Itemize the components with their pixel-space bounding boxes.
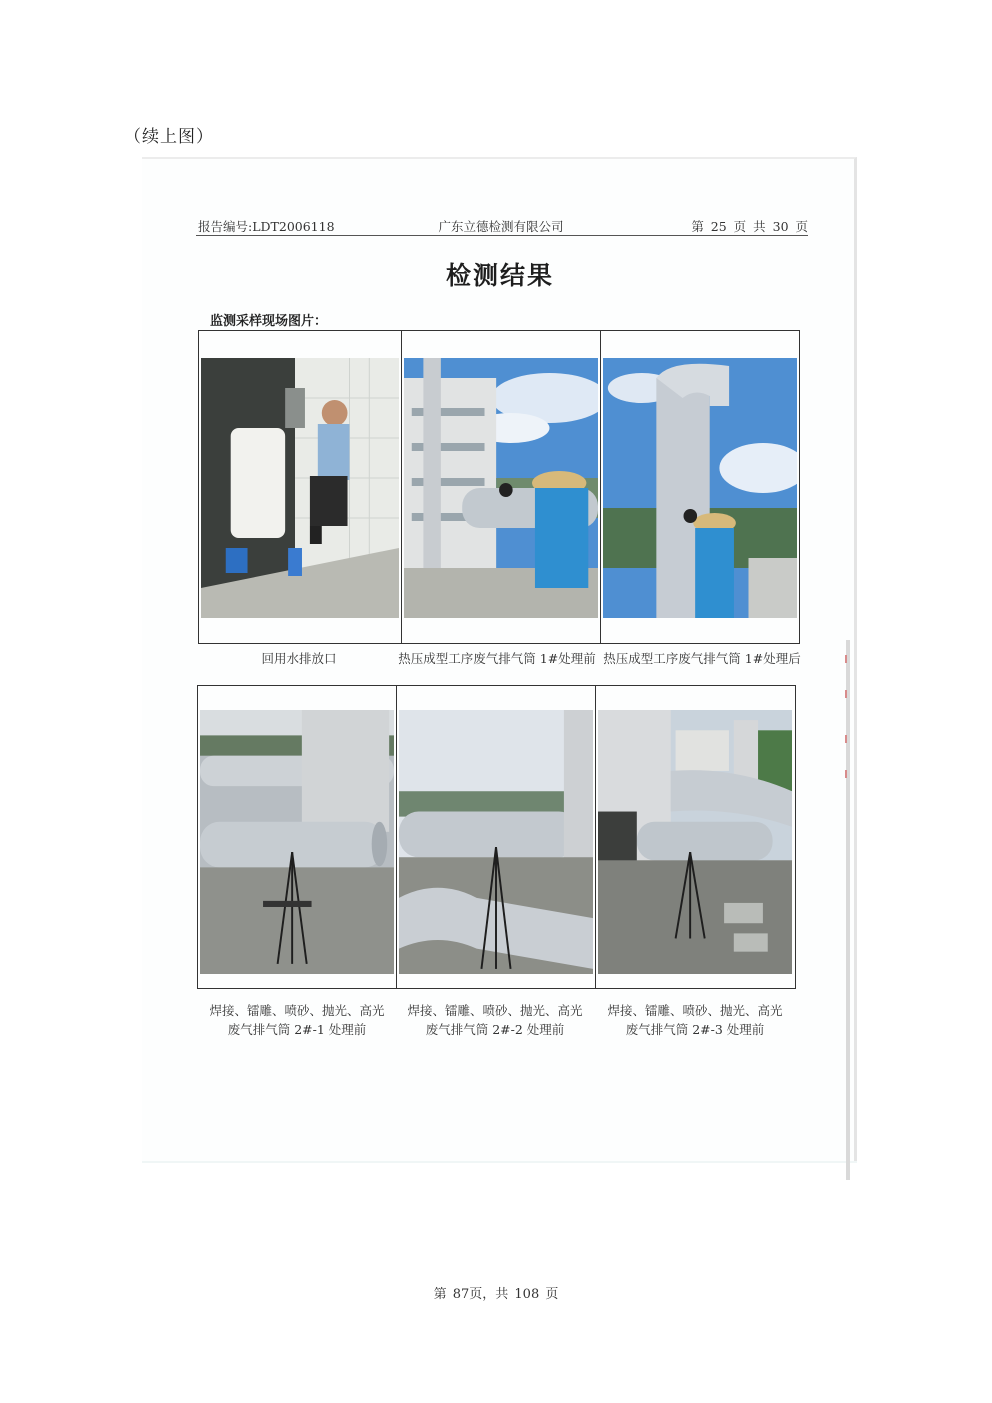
caption-stack-2-3-line-1: 焊接、镭雕、喷砂、抛光、高光 <box>607 1003 783 1018</box>
site-photo-stack-2-2-before <box>399 710 593 974</box>
page-footer: 第 87页，共 108 页 <box>433 1287 559 1302</box>
scan-edge-shadow <box>846 640 850 1180</box>
company-name: 广东立德检测有限公司 <box>438 219 564 234</box>
red-seal-mark <box>845 690 853 698</box>
photo-cell <box>198 686 397 988</box>
report-page-info: 第 25 页 共 30 页 <box>691 219 808 234</box>
photo-grid-row-2 <box>197 685 796 989</box>
continued-label: （续上图） <box>124 127 214 147</box>
section-label: 监测采样现场图片： <box>210 314 328 329</box>
red-seal-mark <box>845 770 853 778</box>
caption-stack-2-2-line-2: 废气排气筒 2#-2 处理前 <box>425 1022 565 1037</box>
photo-cell <box>601 331 799 643</box>
caption-stack-1-after: 热压成型工序废气排气筒 1#处理后 <box>603 651 801 666</box>
report-number: 报告编号:LDT2006118 <box>198 219 335 234</box>
caption-stack-2-2-line-1: 焊接、镭雕、喷砂、抛光、高光 <box>407 1003 583 1018</box>
site-photo-stack-2-1-before <box>200 710 394 974</box>
caption-stack-2-3-line-2: 废气排气筒 2#-3 处理前 <box>625 1022 765 1037</box>
site-photo-stack-1-before <box>404 358 598 618</box>
caption-stack-2-1-line-2: 废气排气筒 2#-1 处理前 <box>227 1022 367 1037</box>
site-photo-stack-1-after <box>603 358 797 618</box>
site-photo-water-outlet <box>201 358 399 618</box>
photo-cell <box>402 331 601 643</box>
caption-water-outlet: 回用水排放口 <box>261 651 337 666</box>
document-title: 检测结果 <box>445 261 554 290</box>
caption-stack-1-before: 热压成型工序废气排气筒 1#处理前 <box>398 651 596 666</box>
photo-grid-row-1 <box>198 330 800 644</box>
photo-cell <box>397 686 596 988</box>
caption-stack-2-1-line-1: 焊接、镭雕、喷砂、抛光、高光 <box>209 1003 385 1018</box>
red-seal-mark <box>845 735 853 743</box>
site-photo-stack-2-3-before <box>598 710 792 974</box>
header-rule <box>196 235 808 236</box>
red-seal-mark <box>845 655 853 663</box>
photo-cell <box>199 331 402 643</box>
photo-cell <box>596 686 794 988</box>
